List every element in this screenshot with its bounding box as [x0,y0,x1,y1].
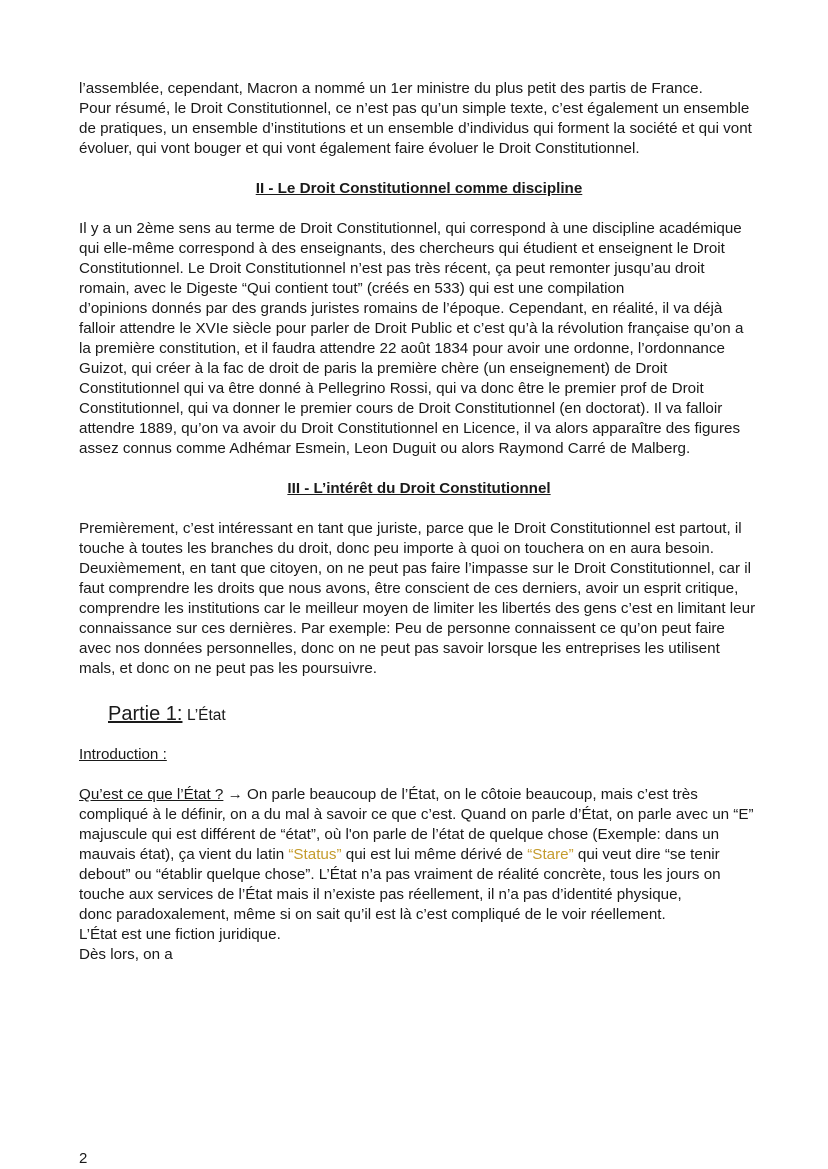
section-heading-discipline: II - Le Droit Constitutionnel comme discipline [255,180,583,197]
partie-heading [108,701,759,729]
introduction-label: Introduction : [79,746,167,763]
latin-term-stare: “Stare” [527,846,574,863]
paragraph-des-lors: Dès lors, on a [79,946,173,963]
section-heading-interet: III - L’intérêt du Droit Constitutionnel [287,480,551,497]
question-etat: Qu’est ce que l’État ? [79,786,224,803]
etat-text-3: qui veut dire “se tenir debout” ou “établir quelque chose”. L’État n’a pas vraiment de réalité concrète, tous les jours on touche aux services de l’État mais il n’existe pas réellement, il n’a pas d’identité physique, [79,846,721,903]
etat-text-1: On parle beaucoup de l’État, on le côtoie beaucoup, mais c’est très compliqué à le définir, on a du mal à savoir ce que c’est. Quand on parle d’État, on parle avec un “E” majuscule qui est différent de “état”, où l'on parle de l’état de quelque chose (Exemple: dans un mauvais état), ça vient du latin [79,786,754,863]
paragraph-etat [79,785,759,905]
paragraph-discipline-2: d’opinions donnés par des grands juristes romains de l’époque. Cependant, en réalité, il va déjà falloir attendre le XVIe siècle pour parler de Droit Public et c’est qu’à la révolution française qu’on a la première constitution, et il faudra attendre 22 août 1834 pour avoir une ordonne, l’ordonnance Guizot, qui créer à la fac de droit de paris la première chère (un enseignement) de Droit Constitutionnel qui va être donné à Pellegrino Rossi, qui va donc être le premier prof de Droit Constitutionnel, qui va donner le premier cours de Droit Constitutionnel (en doctorat). Il va falloir attendre 1889, qu’on va avoir du Droit Constitutionnel en Licence, il va alors apparaître des figures assez connus comme Adhémar Esmein, Leon Duguit ou alors Raymond Carré de Malberg. [79,300,744,457]
paragraph-summary: Pour résumé, le Droit Constitutionnel, ce n’est pas qu’un simple texte, c’est également un ensemble de pratiques, un ensemble d’institutions et un ensemble d’individus qui forment la société et qui vont évoluer, qui vont bouger et qui vont également faire évoluer le Droit Constitutionnel. [79,100,752,157]
etat-text-2: qui est lui même dérivé de [341,846,528,863]
page-number: 2 [79,1150,88,1167]
arrow-right-icon: → [227,786,243,803]
partie-label: Partie 1: [108,703,183,725]
paragraph-fiction: L’État est une fiction juridique. [79,926,281,943]
latin-term-status: “Status” [288,846,342,863]
paragraph-paradox: donc paradoxalement, même si on sait qu’il est là c’est compliqué de le voir réellement. [79,906,666,923]
paragraph-discipline-1: Il y a un 2ème sens au terme de Droit Constitutionnel, qui correspond à une discipline académique qui elle-même correspond à des enseignants, des chercheurs qui étudient et enseignent le Droit Constitutionnel. Le Droit Constitutionnel n’est pas très récent, ça peut remonter jusqu’au droit romain, avec le Digeste “Qui contient tout” (créés en 533) qui est une compilation [79,220,742,297]
paragraph-interet: Premièrement, c’est intéressant en tant que juriste, parce que le Droit Constitutionnel est partout, il touche à toutes les branches du droit, donc peu importe à quoi on touchera on en aura besoin. Deuxièmement, en tant que citoyen, on ne peut pas faire l’impasse sur le Droit Constitutionnel, car il faut comprendre les droits que nous avons, être conscient de ces derniers, avoir un esprit critique, comprendre les institutions car le meilleur moyen de limiter les libertés des gens c’est en limitant leur connaissance sur ces dernières. Par exemple: Peu de personne connaissent ce qu’on peut faire avec nos données personnelles, donc on ne peut pas savoir lorsque les entreprises les utilisent mals, et donc on ne peut pas les poursuivre. [79,520,756,677]
paragraph-assembly: l’assemblée, cependant, Macron a nommé un 1er ministre du plus petit des partis de France. [79,80,703,97]
document-page [79,79,759,965]
partie-title: L’État [186,707,226,724]
